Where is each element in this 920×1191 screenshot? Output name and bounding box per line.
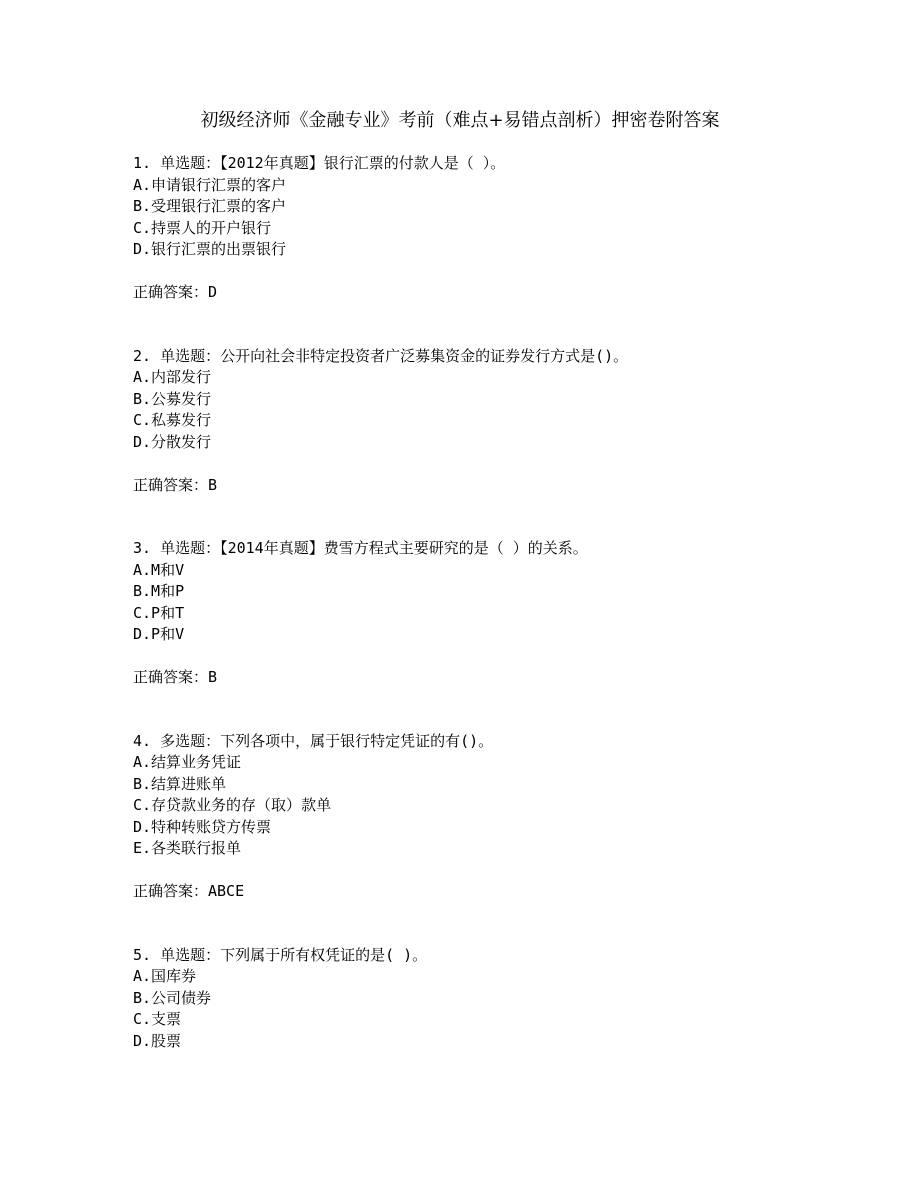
- correct-answer: 正确答案：D: [133, 283, 218, 301]
- option-b: B.公募发行: [133, 389, 212, 408]
- option-d: D.分散发行: [133, 432, 212, 451]
- option-a: A.国库券: [133, 967, 197, 985]
- option-d: D.银行汇票的出票银行: [133, 240, 287, 258]
- option-b: B.M和P: [133, 582, 185, 600]
- option-c: C.持票人的开户银行: [133, 218, 272, 237]
- question-3: [133, 538, 873, 689]
- option-d: D.股票: [133, 1031, 182, 1050]
- option-d: D.特种转账贷方传票: [133, 817, 272, 836]
- correct-answer: 正确答案：B: [133, 668, 218, 686]
- correct-answer: 正确答案：ABCE: [133, 882, 245, 900]
- correct-answer: 正确答案：B: [133, 475, 218, 494]
- question-5: [133, 945, 873, 1053]
- question-stem: 2. 单选题：公开向社会非特定投资者广泛募集资金的证券发行方式是()。: [133, 346, 629, 365]
- document-title: 初级经济师《金融专业》考前（难点+易错点剖析）押密卷附答案: [200, 110, 720, 131]
- question-stem: 1. 单选题：【2012年真题】银行汇票的付款人是（ ）。: [133, 154, 506, 172]
- option-b: B.公司债券: [133, 988, 212, 1007]
- question-2: [133, 346, 873, 497]
- option-e: E.各类联行报单: [133, 839, 242, 857]
- option-a: A.M和V: [133, 560, 185, 579]
- option-d: D.P和V: [133, 625, 185, 643]
- question-stem: 4. 多选题：下列各项中，属于银行特定凭证的有()。: [133, 731, 494, 750]
- option-b: B.受理银行汇票的客户: [133, 197, 287, 215]
- question-list: [133, 153, 873, 1052]
- question-stem: 3. 单选题：【2014年真题】费雪方程式主要研究的是（ ）的关系。: [133, 539, 588, 557]
- option-c: C.私募发行: [133, 411, 212, 429]
- option-c: C.存贷款业务的存（取）款单: [133, 796, 332, 814]
- question-1: [133, 153, 873, 304]
- option-a: A.申请银行汇票的客户: [133, 175, 287, 194]
- option-c: C.P和T: [133, 603, 185, 622]
- option-b: B.结算进账单: [133, 774, 227, 793]
- option-a: A.结算业务凭证: [133, 753, 242, 771]
- option-a: A.内部发行: [133, 368, 212, 386]
- question-4: [133, 731, 873, 903]
- question-stem: 5. 单选题：下列属于所有权凭证的是( )。: [133, 945, 428, 964]
- option-c: C.支票: [133, 1010, 182, 1028]
